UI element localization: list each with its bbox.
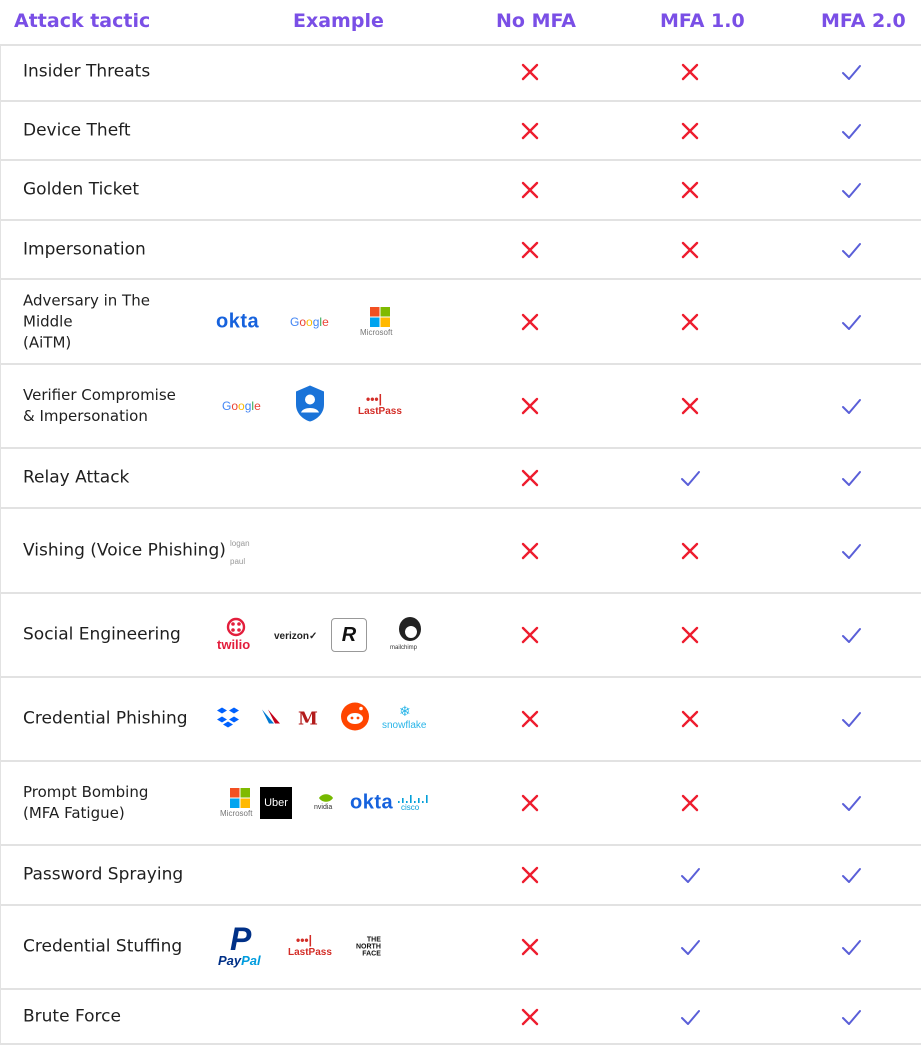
column-header-example: Example (293, 10, 384, 32)
row-left-border (0, 449, 1, 507)
mfa-2-check-icon (840, 540, 862, 562)
okta-logo (350, 792, 393, 815)
table-row (0, 509, 921, 594)
rockstar-r: R (341, 623, 357, 646)
no-mfa-cross-icon (519, 624, 541, 646)
row-left-border (0, 762, 1, 844)
mfa-1-cross-icon (679, 792, 701, 814)
attack-tactic-label: Social Engineering (23, 624, 181, 645)
attack-tactic-label: Insider Threats (23, 61, 151, 82)
lastpass-dots: •••| (296, 933, 312, 947)
nvidia-eye (318, 793, 334, 803)
lastpass-wordmark: LastPass (358, 406, 402, 417)
google-wordmark: Google (222, 399, 261, 413)
mfa-1-cross-icon (679, 624, 701, 646)
attack-tactic-label: Golden Ticket (23, 179, 140, 200)
microsoft-logo (220, 788, 260, 818)
column-header-no-mfa: No MFA (496, 10, 576, 32)
table-row (0, 280, 921, 365)
attack-tactic-label: Adversary in The Middle (AiTM) (23, 291, 150, 351)
cisco-bars (396, 793, 430, 803)
microsoft-authenticator-logo (294, 385, 326, 428)
microsoft-wordmark: Microsoft (360, 327, 393, 337)
attack-tactic-label: Verifier Compromise & Impersonation (23, 386, 176, 425)
verizon-wordmark: verizon✓ (274, 631, 318, 642)
lastpass-dots: •••| (366, 392, 382, 406)
no-mfa-cross-icon (519, 61, 541, 83)
no-mfa-cross-icon (519, 792, 541, 814)
no-mfa-cross-icon (519, 1006, 541, 1028)
mfa-2-check-icon (840, 179, 862, 201)
table-row (0, 161, 921, 221)
marriott-logo (298, 709, 318, 730)
snowflake-glyph: ❄ (399, 704, 411, 720)
dropbox-logo (216, 706, 240, 733)
attack-tactic-label: Brute Force (23, 1006, 121, 1026)
cisco-logo (396, 793, 430, 813)
row-left-border (0, 161, 1, 219)
snowflake-logo (382, 704, 432, 734)
attack-tactic-label: Vishing (Voice Phishing) (23, 540, 226, 560)
mfa-2-check-icon (840, 792, 862, 814)
mfa-2-check-icon (840, 936, 862, 958)
table-row (0, 221, 921, 280)
mfa-1-cross-icon (679, 708, 701, 730)
mfa-1-check-icon (679, 467, 701, 489)
mfa-1-check-icon (679, 1006, 701, 1028)
column-header-mfa-2: MFA 2.0 (821, 10, 906, 32)
lastpass-logo (356, 392, 406, 420)
mfa-2-check-icon (840, 624, 862, 646)
mfa-1-cross-icon (679, 239, 701, 261)
attack-tactic-label: Relay Attack (23, 467, 130, 488)
lastpass-logo (286, 933, 336, 961)
attack-tactic-label: Device Theft (23, 120, 131, 140)
dropbox-box (216, 706, 240, 728)
row-left-border (0, 280, 1, 363)
row-left-border (0, 365, 1, 447)
row-left-border (0, 44, 1, 100)
mailchimp-wordmark: mailchimp (390, 645, 418, 651)
google-logo (222, 397, 261, 415)
the-north-face-wordmark: THE NORTH FACE (356, 936, 381, 958)
uber-logo (260, 787, 292, 819)
row-left-border (0, 594, 1, 676)
twilio-circle (226, 617, 246, 637)
mfa-2-check-icon (840, 311, 862, 333)
mfa-2-check-icon (840, 395, 862, 417)
twilio-wordmark: twilio (217, 637, 251, 652)
no-mfa-cross-icon (519, 864, 541, 886)
no-mfa-cross-icon (519, 179, 541, 201)
logan-paul-wordmark: logan paul (230, 538, 250, 566)
mfa-2-check-icon (840, 120, 862, 142)
no-mfa-cross-icon (519, 467, 541, 489)
rockstar-logo (331, 618, 367, 652)
mfa-2-check-icon (840, 61, 862, 83)
the-north-face-logo (356, 937, 381, 958)
marriott-m: M (298, 708, 318, 730)
attack-tactic-label: Credential Phishing (23, 708, 188, 729)
okta-logo (216, 310, 259, 333)
no-mfa-cross-icon (519, 120, 541, 142)
american-airlines-logo (260, 706, 284, 733)
row-left-border (0, 906, 1, 988)
table-header (0, 0, 921, 46)
mfa-2-check-icon (840, 1006, 862, 1028)
google-wordmark: Google (290, 314, 329, 329)
mailchimp-freddie (395, 615, 425, 645)
row-left-border (0, 221, 1, 278)
paypal-p-mark: P (230, 921, 252, 957)
reddit-snoo (340, 702, 370, 732)
google-logo (290, 313, 329, 331)
table-row (0, 102, 921, 161)
nvidia-wordmark: nvidia (314, 804, 333, 811)
mfa-1-cross-icon (679, 120, 701, 142)
okta-wordmark: okta (216, 310, 260, 332)
table-row (0, 762, 921, 846)
row-left-border (0, 509, 1, 592)
no-mfa-cross-icon (519, 540, 541, 562)
attack-tactic-label: Credential Stuffing (23, 936, 183, 957)
table-row (0, 594, 921, 678)
logan-paul-logo (230, 533, 250, 569)
microsoft-squares (230, 788, 250, 808)
mfa-2-check-icon (840, 239, 862, 261)
no-mfa-cross-icon (519, 395, 541, 417)
row-left-border (0, 678, 1, 760)
mfa-1-cross-icon (679, 540, 701, 562)
table-row (0, 449, 921, 509)
mfa-1-check-icon (679, 864, 701, 886)
table-row (0, 365, 921, 449)
no-mfa-cross-icon (519, 936, 541, 958)
no-mfa-cross-icon (519, 311, 541, 333)
lastpass-wordmark: LastPass (288, 947, 332, 958)
microsoft-logo (360, 307, 400, 337)
american-airlines-eagle (260, 706, 284, 728)
paypal-wordmark: PayPal (218, 953, 261, 968)
attack-tactic-label: Impersonation (23, 239, 146, 259)
nvidia-logo (310, 793, 342, 813)
column-header-attack-tactic: Attack tactic (14, 10, 151, 32)
mfa-2-check-icon (840, 708, 862, 730)
twilio-logo (216, 617, 256, 653)
snowflake-wordmark: snowflake (382, 720, 427, 731)
cisco-wordmark: cisco (401, 803, 420, 812)
table-row (0, 846, 921, 906)
mfa-1-cross-icon (679, 311, 701, 333)
row-left-border (0, 990, 1, 1043)
mfa-2-check-icon (840, 864, 862, 886)
verizon-logo (274, 626, 317, 644)
attack-tactic-label: Password Spraying (23, 864, 184, 885)
column-header-mfa-1: MFA 1.0 (660, 10, 745, 32)
okta-wordmark: okta (350, 791, 394, 814)
authenticator-shield (294, 385, 326, 423)
mailchimp-logo (390, 615, 430, 655)
no-mfa-cross-icon (519, 708, 541, 730)
paypal-logo (216, 921, 266, 969)
row-left-border (0, 102, 1, 159)
table-row (0, 678, 921, 762)
mfa-1-cross-icon (679, 395, 701, 417)
no-mfa-cross-icon (519, 239, 541, 261)
row-left-border (0, 846, 1, 904)
reddit-logo (340, 702, 370, 737)
microsoft-squares (370, 307, 390, 327)
table-row (0, 44, 921, 102)
table-row (0, 906, 921, 990)
mfa-1-cross-icon (679, 61, 701, 83)
uber-wordmark: Uber (264, 797, 288, 809)
mfa-2-check-icon (840, 467, 862, 489)
mfa-1-check-icon (679, 936, 701, 958)
attack-tactic-label: Prompt Bombing (MFA Fatigue) (23, 783, 149, 822)
table-row (0, 990, 921, 1045)
mfa-1-cross-icon (679, 179, 701, 201)
microsoft-wordmark: Microsoft (220, 809, 253, 818)
